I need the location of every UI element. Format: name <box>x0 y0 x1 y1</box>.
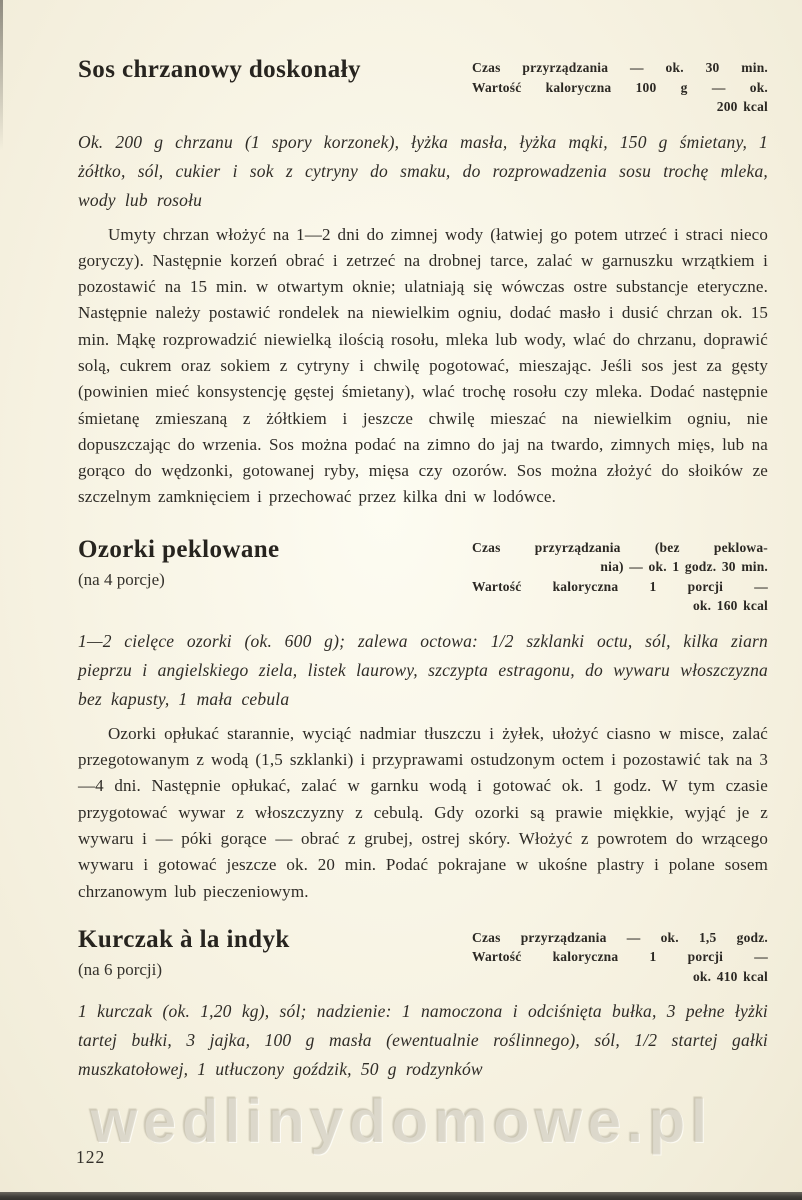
recipe-info-line: ok. 160 kcal <box>692 598 768 614</box>
recipe-info-line: Czas przyrządzania — ok. 1,5 godz. <box>472 929 768 945</box>
recipe-title: Sos chrzanowy doskonały <box>78 56 361 83</box>
recipe-section-kurczak-a-la-indyk <box>78 926 768 1085</box>
recipe-title-block <box>78 536 280 591</box>
recipe-header <box>78 536 768 616</box>
recipe-section-ozorki-peklowane <box>78 536 768 905</box>
recipe-servings: (na 4 porcje) <box>78 570 165 590</box>
recipe-title-block <box>78 926 290 981</box>
recipe-info-line: Czas przyrządzania (bez peklowa- <box>472 539 768 555</box>
recipe-info <box>472 928 768 987</box>
ingredients-paragraph: Ok. 200 g chrzanu (1 spory korzonek), łyżka masła, łyżka mąki, 150 g śmietany, 1 żółtko, sól, cukier i sok z cytryny do smaku, do rozprowadzenia sosu trochę mleka, wody lub rosołu <box>78 131 768 210</box>
ingredients-paragraph: 1 kurczak (ok. 1,20 kg), sól; nadzienie: 1 namoczona i odciśnięta bułka, 3 pełne łyżki tartej bułki, 3 jajka, 100 g masła (ewentualnie roślinnego), sól, 1/2 startej gałki muszkatołowej, 1 utłuczony goździk, 50 g rodzynków <box>78 1001 768 1080</box>
recipe-info <box>472 538 768 616</box>
instructions-paragraph: Ozorki opłukać starannie, wyciąć nadmiar tłuszczu i żyłek, ułożyć ciasno w misce, zalać przegotowanym z wodą (1,5 szklanki) i przyprawami ostudzonym octem i pozostawić tak na 3—4 dni. Następnie opłukać, zalać w garnku wodą i gotować ok. 1 godz. W tym czasie przygotować wywar z włoszczyzny z cebulą. Gdy ozorki są prawie miękkie, wyjąć je z wywaru i — póki gorące — obrać z grubej, ostrej skóry. Włożyć z powrotem do wrzącego wywaru i gotować jeszcze ok. 20 min. Podać pokrajane w ukośne plastry i polane sosem chrzanowym lub pieczeniowym. <box>78 723 768 901</box>
recipe-info-line: nia) — ok. 1 godz. 30 min. <box>600 559 768 575</box>
recipe-title: Kurczak à la indyk <box>78 925 290 953</box>
recipe-info-line: Wartość kaloryczna 1 porcji — <box>472 949 768 965</box>
recipe-header <box>78 926 768 987</box>
scan-edge-bottom <box>0 1192 802 1200</box>
recipe-title-block <box>78 56 361 84</box>
recipe-info-line: Wartość kaloryczna 1 porcji — <box>472 578 768 594</box>
scan-edge-left <box>0 0 3 150</box>
recipe-header <box>78 56 768 117</box>
recipe-info-line: 200 kcal <box>716 99 768 114</box>
recipe-title: Ozorki peklowane <box>78 535 280 563</box>
watermark: wedlinydomowe.pl <box>89 1087 713 1155</box>
recipe-info <box>472 58 768 117</box>
ingredients-paragraph: 1—2 cielęce ozorki (ok. 600 g); zalewa octowa: 1/2 szklanki octu, sól, kilka ziarn pieprzu i angielskiego ziela, listek laurowy, szczypta estragonu, do wywaru włoszczyzna bez kapusty, 1 mała cebula <box>78 630 768 709</box>
recipe-servings: (na 6 porcji) <box>78 960 163 980</box>
recipe-section-sos-chrzanowy <box>78 56 768 511</box>
instructions-paragraph: Umyty chrzan włożyć na 1—2 dni do zimnej wody (łatwiej go potem utrzeć i straci nieco goryczy). Następnie korzeń obrać i zetrzeć na drobnej tarce, zalać w garnuszku wrzątkiem i pozostawić na 15 min. w otwartym oknie; ulatniają się wówczas ostre substancje eteryczne. Następnie należy postawić rondelek na niewielkim ogniu, dodać masło i dusić chrzan ok. 15 min. Mąkę rozprowadzić niewielką ilością rosołu, mleka lub wody, wlać do chrzanu, doprawić solą, cukrem oraz sokiem z cytryny i chwilę pogotować, mieszając. Jeśli sos jest za gęsty (powinien mieć konsystencję gęstej śmietany), wlać trochę rosołu czy mleka. Dodać następnie śmietanę zmieszaną z żółtkiem i jeszcze chwilę mieszać na niewielkim ogniu, nie dopuszczając do wrzenia. Sos można podać na zimno do jaj na twardo, zimnych mięs, lub na gorąco do wędzonki, gotowanej ryby, mięsa czy ozorów. Sos można złożyć do słoików ze szczelnym zamknięciem i przechować przez kilka dni w lodówce. <box>78 224 768 507</box>
recipe-info-line: ok. 410 kcal <box>692 968 768 984</box>
recipe-info-line: Czas przyrządzania — ok. 30 min. <box>472 60 768 75</box>
page-number: 122 <box>76 1147 106 1167</box>
recipe-info-line: Wartość kaloryczna 100 g — ok. <box>472 79 768 95</box>
